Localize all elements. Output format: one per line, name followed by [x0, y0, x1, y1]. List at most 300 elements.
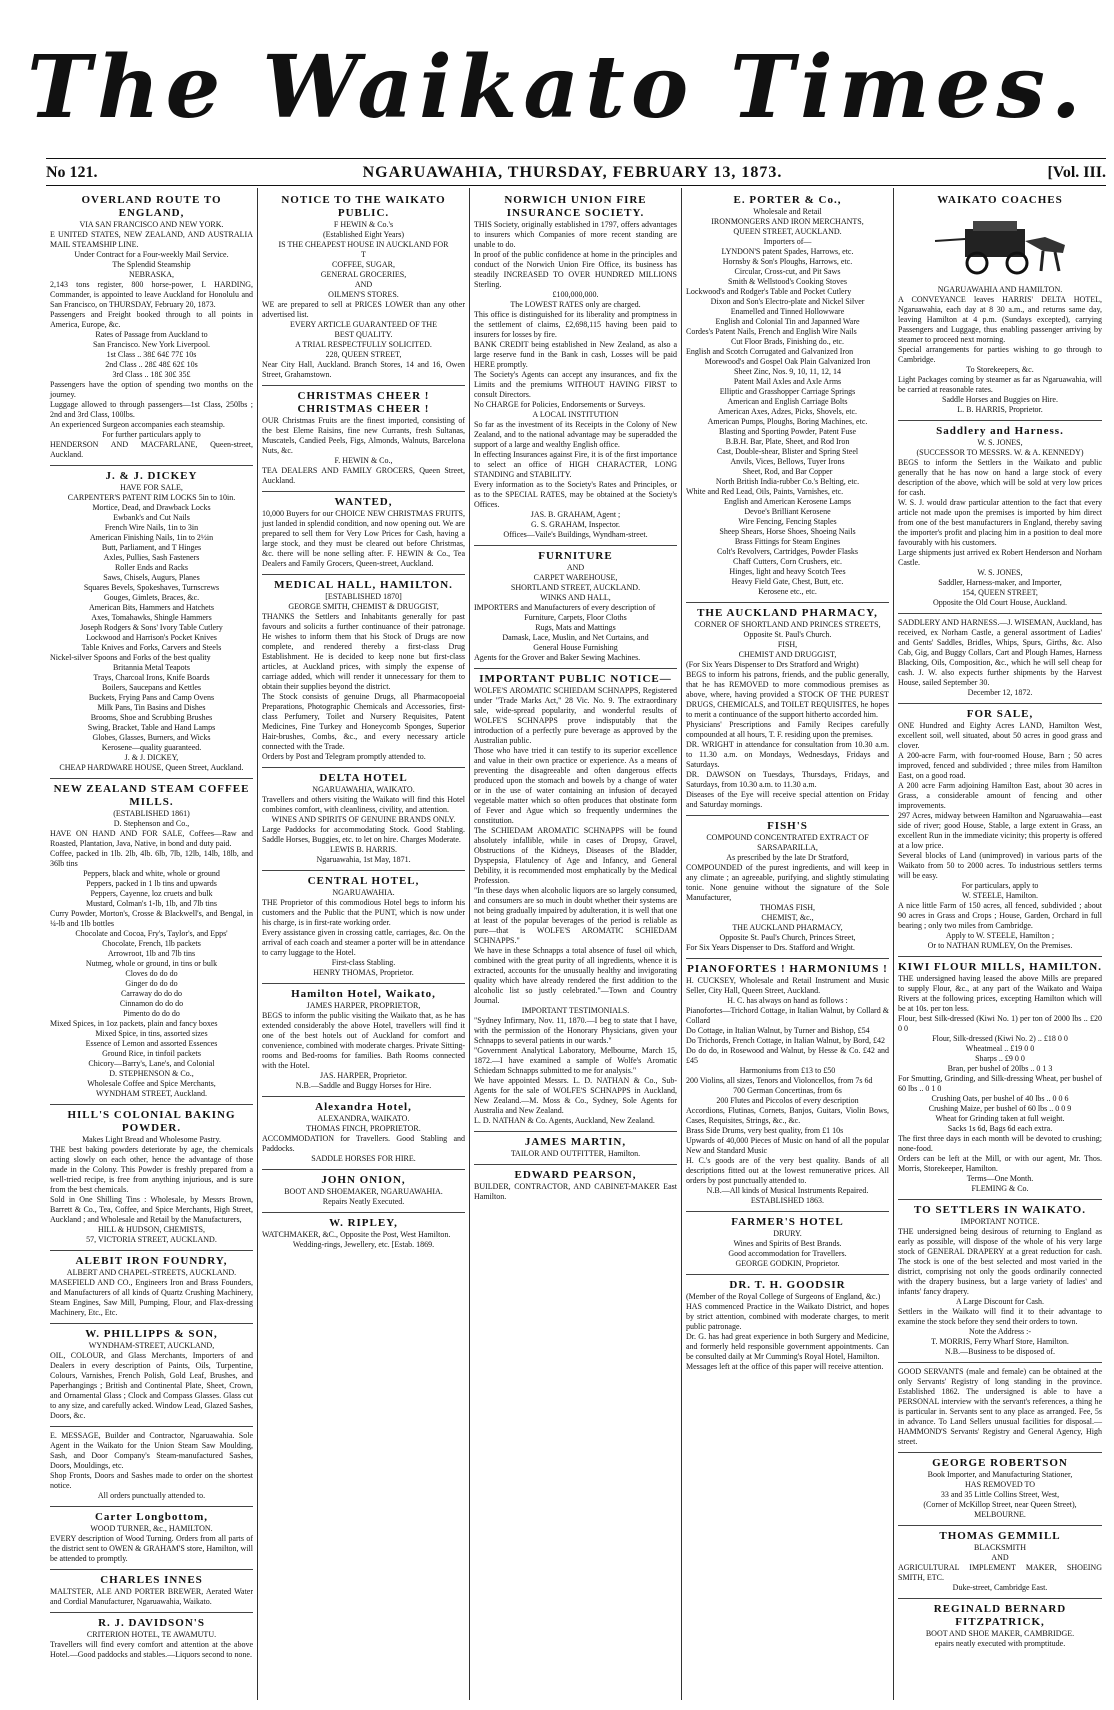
advertisement-line: GEORGE SMITH, CHEMIST & DRUGGIST,	[288, 602, 439, 611]
advertisement	[262, 575, 465, 768]
advertisement-line: The LOWEST RATES only are charged.	[510, 300, 641, 309]
advertisement-line: Settlers in the Waikato will find it to their advantage to examine the stock before they send their orders to town.	[898, 1307, 1102, 1326]
advertisement-line: San Francisco. New York Liverpool.	[92, 340, 211, 349]
advertisement-line: (ESTABLISHED 1861)	[113, 809, 190, 818]
advertisement-line: Table Knives and Forks, Carvers and Steels	[81, 643, 222, 652]
advertisement-line: HAS commenced Practice in the Waikato District, and hopes by strict attention, combined with moderate charges, to merit public patronage.	[686, 1302, 889, 1331]
advertisement-line: Chocolate, French, 1lb packets	[102, 939, 201, 948]
advertisement-line: N.B.—All kinds of Musical Instruments Repaired.	[706, 1186, 869, 1195]
advertisement-line: WYNDHAM STREET, Auckland.	[96, 1089, 207, 1098]
advertisement-title: Carter Longbottom,	[94, 1511, 209, 1523]
advertisement-line: "Government Analytical Laboratory, Melbourne, March 15, 1872.—I have examined a sample of Wolfe's Aromatic Schiedam Schnapps submitted to me for analysis."	[474, 1046, 677, 1075]
advertisement-line: Wedding-rings, Jewellery, etc. [Estab. 1869.	[292, 1240, 435, 1249]
advertisement-line: Rates of Passage from Auckland to	[95, 330, 208, 339]
advertisement-line: Kerosene etc., etc.	[758, 587, 817, 596]
advertisement-line: Furniture, Carpets, Floor Cloths	[524, 613, 627, 622]
advertisement-line: HAS REMOVED TO	[965, 1480, 1035, 1489]
advertisement-line: Hornsby & Son's Ploughs, Harrows, etc.	[722, 257, 853, 266]
advertisement-line: In effecting Insurances against Fire, it is of the first importance to select an office of HIGH CHARACTER, LONG STANDING and STABILITY.	[474, 450, 677, 479]
advertisement-line: Shop Fronts, Doors and Sashes made to order on the shortest notice.	[50, 1471, 253, 1490]
advertisement-line: HENRY THOMAS, Proprietor.	[313, 968, 414, 977]
advertisement-line: D. STEPHENSON & Co.,	[109, 1069, 194, 1078]
advertisement	[474, 190, 677, 546]
advertisement-line: VIA SAN FRANCISCO AND NEW YORK.	[79, 220, 224, 229]
advertisement-line: SADDLERY AND HARNESS.—J. WISEMAN, Auckland, has received, ex Norham Castle, a general assortment of Ladies' and Gents' Saddles, Bridles, Whips, Spurs, Girths, &c. Also Cab, Gig, and Buggy Collars, Cart and Plough Hames, Harness Blacking, Oils, Composition, &c., which he will sell cheap for cash. J. W. also expects further shipments by the Harvest House, sailed September 30.	[898, 618, 1102, 687]
advertisement-line: DRURY.	[773, 1229, 802, 1238]
advertisement-line: Peppers, Cayenne, loz cruets and bulk	[90, 889, 213, 898]
advertisement-line: Terms—One Month.	[966, 1174, 1034, 1183]
advertisement-line: Hinges, light and heavy Scotch Tees	[729, 567, 846, 576]
advertisement-line: THIS Society, originally established in 1797, offers advantages to insurers which Companies of more recent standing are unable to do.	[474, 220, 677, 249]
advertisement-title: WAIKATO COACHES	[937, 194, 1063, 206]
advertisement-line: Orders by Post and Telegram promptly attended to.	[262, 752, 426, 761]
advertisement	[262, 190, 465, 386]
advertisement-line: £100,000,000.	[552, 290, 599, 299]
advertisement-line: Dr. G. has had great experience in both Surgery and Medicine, and formerly held responsible government appointments. Can be consulted daily at Mr Cumming's Royal Hotel, Hamilton.	[686, 1332, 889, 1361]
advertisement-line: This office is distinguished for its liberality and promptness in the settlement of claims, £2,698,115 having been paid to insurers for losses by fire.	[474, 310, 677, 339]
advertisement-line: Pimento do do do	[123, 1009, 180, 1018]
advertisement-line: Sheet, Rod, and Bar Copper	[742, 467, 833, 476]
advertisement-line: For particulars, apply to	[961, 881, 1039, 890]
advertisement-line: W. STEELE, Hamilton.	[962, 891, 1038, 900]
advertisement-line: Colt's Revolvers, Cartridges, Powder Flasks	[717, 547, 858, 556]
advertisement-title: KIWI FLOUR MILLS, HAMILTON.	[898, 961, 1102, 973]
advertisement-line: Apply to W. STEELE, Hamilton ;	[945, 931, 1055, 940]
advertisement-line: As prescribed by the late Dr Stratford,	[726, 853, 849, 862]
advertisement-line: Chocolate and Cocoa, Fry's, Taylor's, and Epps'	[75, 929, 228, 938]
advertisement-title: WANTED,	[334, 496, 393, 508]
advertisement-line: Bran, per bushel of 20lbs .. 0 1 3	[947, 1064, 1053, 1073]
advertisement-title: OVERLAND ROUTE TO ENGLAND,	[81, 194, 222, 219]
advertisement-line: WYNDHAM-STREET, AUCKLAND,	[88, 1341, 215, 1350]
advertisement-line: Swing, Bracket, Table and Hand Lamps	[87, 723, 216, 732]
advertisement-line: Butt, Parliament, and T Hinges	[101, 543, 202, 552]
advertisement-line: For Six Years Dispenser to Drs. Stafford and Wright.	[686, 943, 855, 952]
advertisement-line: The Society's Agents can accept any insurances, and fix the Limits and the premiums WITHOUT HAVING FIRST to consult Directors.	[474, 370, 677, 399]
advertisement-line: Do Trichords, French Cottage, in Italian Walnut, by Bord, £42	[686, 1036, 885, 1045]
advertisement-line: WE are prepared to sell at PRICES LOWER than any other advertised list.	[262, 300, 465, 319]
advertisement-line: Sheep Shears, Horse Shoes, Shoeing Nails	[719, 527, 856, 536]
advertisement-line: THE undersigned being desirous of returning to England as early as possible, will dispose of the whole of his very large stock of GENERAL DRAPERY at a great reduction for cash. The stock is one of the best selected and most varied in the district, comprising not only the goods ordinarily connected with the drapery business, but a large variety of ladies' and infants' fancy drapery.	[898, 1227, 1102, 1296]
advertisement-line: Arrowroot, 1lb and 7lb tins	[107, 949, 196, 958]
advertisement-line: IS THE CHEAPEST HOUSE IN AUCKLAND FOR	[278, 240, 449, 249]
advertisement-line: Crushing Maize, per bushel of 60 lbs .. 0 0 9	[928, 1104, 1072, 1113]
advertisement	[686, 1212, 889, 1275]
advertisement-line: AGRICULTURAL IMPLEMENT MAKER, SHOEING SMITH, ETC.	[898, 1563, 1102, 1582]
advertisement-line: OIL, COLOUR, and Glass Merchants, Importers of and Dealers in every description of Paints, Oils, Turpentine, Colours, Varnishes, French Polish, Gold Leaf, Brushes, and Paperhangings ; British and Continental Plate, Sheet, Crown, and Ornamental Glass ; Clock and Compass Glasses. Glass cut to any size, and carefully acked. Window Lead, Glazed Sashes, Doors, &c.	[50, 1351, 253, 1420]
advertisement-line: 3rd Class .. 18£ 30£ 35£	[112, 370, 191, 379]
advertisement-title: THE AUCKLAND PHARMACY,	[697, 607, 878, 619]
advertisement	[898, 957, 1102, 1200]
advertisement	[262, 984, 465, 1097]
advertisement	[262, 1170, 465, 1213]
advertisement-line: W. S. J. would draw particular attention to the fact that every article not made upon the premises is imported by him direct from one of the best manufacturers in England, thereby saving the importer's profit and placing him in a position to deal more favourably with his customers.	[898, 498, 1102, 547]
advertisement-line: J. & J. DICKEY,	[124, 753, 179, 762]
advertisement-line: "In these days when alcoholic liquors are so largely consumed, and consumers are so much in doubt whether their systems are not being gradually impaired by adulteration, it is well that one at least of the popular beverages of the period is reliable as pure—that is WOLFE'S AROMATIC SCHIEDAM SCHNAPPS."	[474, 886, 677, 945]
advertisement	[474, 669, 677, 1132]
advertisement-line: Those who have tried it can testify to its superior excellence and value in their own practice or experience. As a means of preventing the disagreeable and often dangerous effects produced upon the stomach and bowels by a change of water or in the use of water containing an infusion of decayed vegetable matter which so often produces that obstinate form of Fever and Ague which so frequently undermines the constitution.	[474, 746, 677, 825]
column-5	[894, 188, 1106, 1700]
advertisement-title: EDWARD PEARSON,	[514, 1169, 637, 1181]
advertisement-line: Peppers, packed in 1 lb tins and upwards	[86, 879, 217, 888]
advertisement-line: The Stock consists of genuine Drugs, all Pharmacopoeial Preparations, Photographic Chemicals and Accessories, first-class Perfumery, Toilet and Nursery Requisites, Patent Medicines, Fine Turkey and Honeycomb Sponges, Superior Hair-brushes, Combs, &c., and every necessary article connected with the Trade.	[262, 692, 465, 751]
advertisement-line: HILL & HUDSON, CHEMISTS,	[97, 1225, 206, 1234]
advertisement-line: SADDLE HORSES FOR HIRE.	[311, 1154, 416, 1163]
dateline	[46, 162, 1106, 184]
advertisement	[898, 614, 1102, 704]
advertisement	[50, 466, 253, 779]
advertisement-line: NGARUAWAHIA AND HAMILTON.	[937, 285, 1063, 294]
advertisement	[50, 779, 253, 1105]
masthead-rule-top	[46, 158, 1106, 159]
advertisement-line: THANKS the Settlers and Inhabitants generally for past favours and solicits a further continuance of their patronage. He wishes to inform them that his Stock of Drugs are now complete, and rendered thereby a first-class Drug Establishment. He is decided to keep none but first-class articles, at Auckland prices, with simply the expense of carriage added, which will render it unnecessary for them to obtain their supplies beyond the district.	[262, 612, 465, 691]
advertisement	[50, 1613, 253, 1665]
advertisement	[898, 190, 1102, 421]
advertisement-line: Orders can be left at the Mill, or with our agent, Mr. Thos. Morris, Storekeeper, Hamilton.	[898, 1154, 1102, 1173]
advertisement-line: Diseases of the Eye will receive special attention on Friday and Saturday mornings.	[686, 790, 889, 809]
advertisement-title: MEDICAL HALL, HAMILTON.	[274, 579, 453, 591]
advertisement-line: (Corner of McKillop Street, near Queen Street),	[923, 1500, 1077, 1509]
advertisement-line: Opposite St. Paul's Church.	[743, 630, 832, 639]
advertisement-line: L. B. HARRIS, Proprietor.	[957, 405, 1043, 414]
advertisement-title: CHARLES INNES	[100, 1574, 203, 1586]
advertisement-line: THE undersigned having leased the above Mills are prepared to supply Flour, &c., at any part of the Waikato and Waipa Rivers at the following prices, excepting Hamilton which will be at 10s. per ton less.	[898, 974, 1102, 1013]
advertisement-line: 228, QUEEN STREET,	[325, 350, 402, 359]
advertisement	[50, 1507, 253, 1570]
advertisement-line: BEGS to inform the public visiting the Waikato that, as he has extended considerably the above Hotel, travellers will find it one of the best hotels out of Auckland for comfort and convenience, combined with moderate charges. Private Sitting-rooms and Bed-rooms for families. Bath Rooms connected with the Hotel.	[262, 1011, 465, 1070]
advertisement-line: BLACKSMITH	[973, 1543, 1026, 1552]
advertisement-line: Lockwood's and Rodger's Table and Pocket Cutlery	[686, 287, 852, 296]
advertisement-line: Several blocks of Land (unimproved) in various parts of the Waikato from 50 to 2000 acres. To industrious settlers terms will be easy.	[898, 851, 1102, 880]
advertisement	[474, 1132, 677, 1165]
advertisement-line: (Established Eight Years)	[322, 230, 405, 239]
advertisement-line: Buckets, Frying Pans and Camp Ovens	[88, 693, 215, 702]
advertisement-line: Do Cottage, in Italian Walnut, by Turner and Bishop, £54	[686, 1026, 870, 1035]
advertisement-title: DR. T. H. GOODSIR	[729, 1279, 846, 1291]
advertisement-line: W. S. JONES,	[977, 568, 1023, 577]
advertisement-line: Cut Floor Brads, Finishing do., etc.	[730, 337, 845, 346]
advertisement-line: B.B.H. Bar, Plate, Sheet, and Rod Iron	[725, 437, 850, 446]
advertisement-title: Alexandra Hotel,	[315, 1101, 412, 1113]
advertisement	[262, 492, 465, 575]
advertisement-line: Ginger do do do	[125, 979, 178, 988]
advertisement-line: Brass Fittings for Steam Engines	[734, 537, 841, 546]
advertisement-columns	[46, 188, 1106, 1700]
advertisement-line: Book Importer, and Manufacturing Stationer,	[927, 1470, 1073, 1479]
advertisement-line: Agents for the Grover and Baker Sewing Machines.	[474, 653, 641, 662]
advertisement-line: In proof of the public confidence at home in the principles and conduct of the Norwich Union Fire Office, its business has steadily INCREASED TO OVER HUNDRED MILLIONS Sterling.	[474, 250, 677, 289]
advertisement-line: American Axes, Adzes, Picks, Shovels, etc.	[717, 407, 858, 416]
advertisement-line: For further particulars apply to	[102, 430, 201, 439]
advertisement-line: Nickel-silver Spoons and Forks of the best quality	[50, 653, 211, 662]
advertisement-line: Chaff Cutters, Corn Crushers, etc.	[733, 557, 842, 566]
advertisement-line: Flour, Silk-dressed (Kiwi No. 2) .. £18 0 0	[932, 1034, 1068, 1043]
advertisement-line: JAMES HARPER, PROPRIETOR,	[306, 1001, 421, 1010]
advertisement-line: WINKS AND HALL,	[540, 593, 611, 602]
advertisement-line: TAILOR AND OUTFITTER, Hamilton.	[510, 1149, 641, 1158]
advertisement	[898, 1453, 1102, 1526]
advertisement-line: Luggage allowed to through passengers—1st Class, 250lbs ; 2nd and 3rd Class, 100lbs.	[50, 400, 253, 419]
advertisement-line: Axles, Pullies, Sash Fasteners	[103, 553, 200, 562]
newspaper-title: The Waikato Times.	[27, 37, 1087, 138]
advertisement-line: Cast, Double-shear, Blister and Spring Steel	[716, 447, 859, 456]
advertisement-line: Pianofortes—Trichord Cottage, in Italian Walnut, by Collard & Collard	[686, 1006, 889, 1025]
advertisement-line: Dixon and Son's Electro-plate and Nickel Silver	[710, 297, 865, 306]
advertisement-title: REGINALD BERNARD FITZPATRICK,	[933, 1603, 1067, 1628]
advertisement-line: Cloves do do do	[125, 969, 178, 978]
advertisement-title: JOHN ONION,	[321, 1174, 406, 1186]
advertisement-line: Opposite St. Paul's Church, Princes Street,	[719, 933, 856, 942]
advertisement-line: General House Furnishing	[533, 643, 618, 652]
advertisement-line: Lockwood and Harrison's Pocket Knives	[86, 633, 217, 642]
advertisement-line: A TRIAL RESPECTFULLY SOLICITED.	[295, 340, 432, 349]
advertisement-line: Large Paddocks for accommodating Stock. Good Stabling. Saddle Horses, Buggies, etc. to let on hire. Charges Moderate.	[262, 825, 465, 844]
advertisement-line: GENERAL GROCERIES,	[320, 270, 407, 279]
advertisement-line: Chicory—Barry's, Lane's, and Colonial	[88, 1059, 215, 1068]
advertisement	[686, 816, 889, 959]
advertisement-line: Peppers, black and white, whole or ground	[83, 869, 220, 878]
advertisement-line: AND	[991, 1553, 1009, 1562]
advertisement-line: American and English Carriage Bolts	[727, 397, 848, 406]
advertisement-line: CHEMIST, &c.,	[761, 913, 814, 922]
advertisement-line: No CHARGE for Policies, Endorsements or Surveys.	[474, 400, 646, 409]
advertisement-line: Britannia Metal Teapots	[112, 663, 191, 672]
advertisement-title: Saddlery and Harness.	[936, 425, 1064, 437]
advertisement-line: Carraway do do do	[120, 989, 183, 998]
advertisement-line: ALBERT AND CHAPEL-STREETS, AUCKLAND.	[66, 1268, 237, 1277]
advertisement-line: So far as the investment of its Receipts in the Colony of New Zealand, and to the national advantage may be superadded the support of a large and wealthy English office.	[474, 420, 677, 449]
advertisement-line: Curry Powder, Morton's, Crosse & Blackwell's, and Bengal, in ¼-lb and 1lb bottles	[50, 909, 253, 928]
advertisement-line: Squares Bevels, Spokeshaves, Turnscrews	[83, 583, 220, 592]
advertisement-title: E. PORTER & Co.,	[733, 194, 842, 206]
advertisement-line: W. S. JONES,	[977, 438, 1023, 447]
advertisement-line: Ground Rice, in tinfoil packets	[102, 1049, 201, 1058]
advertisement-line: Patent Mail Axles and Axle Arms	[733, 377, 842, 386]
advertisement-line: Axes, Tomahawks, Shingle Hammers	[91, 613, 212, 622]
advertisement-line: Wholesale and Retail	[753, 207, 822, 216]
advertisement-line: First-class Stabling.	[331, 958, 396, 967]
advertisement-line: COMPOUNDED of the purest ingredients, and will keep in any climate ; an agreeable, purifying, and slightly stimulating tonic. None genuine without the signature of the Sole Manufacturer,	[686, 863, 889, 902]
advertisement-line: N.B.—Business to be disposed of.	[945, 1347, 1055, 1356]
advertisement-line: JAS. B. GRAHAM, Agent ;	[530, 510, 621, 519]
advertisement-line: We have in these Schnapps a total absence of fusel oil which, combined with the great purity of all ingredients, whence it is extracted, accounts for the unusually healthy and invigorating quality which have already rendered the first addition to the alcoholic list so justly celebrated."—Town and Country Journal.	[474, 946, 677, 1005]
advertisement-line: Devoe's Brilliant Kerosene	[744, 507, 831, 516]
advertisement-line: E. MESSAGE, Builder and Contractor, Ngaruawahia. Sole Agent in the Waikato for the Union Steam Saw Moulding, Sash, and Door Company's Steam-manufactured Sashes, Doors, Mouldings, etc.	[50, 1431, 253, 1470]
advertisement-line: Globes, Glasses, Burners, and Wicks	[92, 733, 211, 742]
advertisement-line: THOMAS FISH,	[759, 903, 816, 912]
advertisement-line: 1st Class .. 38£ 64£ 77£ 10s	[106, 350, 197, 359]
advertisement-title: DELTA HOTEL	[319, 772, 408, 784]
advertisement-line: December 12, 1872.	[967, 688, 1033, 697]
issue-number: No 121.	[46, 164, 98, 181]
advertisement-line: Harmoniums from £13 to £50	[739, 1066, 836, 1075]
advertisement-line: 154, QUEEN STREET,	[962, 588, 1038, 597]
advertisement-title: THOMAS GEMMILL	[939, 1530, 1061, 1542]
advertisement-line: NGARUAWAHIA, WAIKATO.	[312, 785, 415, 794]
advertisement-title: JAMES MARTIN,	[524, 1136, 627, 1148]
advertisement-line: Elliptic and Grasshopper Carriage Springs	[719, 387, 856, 396]
advertisement-line: The first three days in each month will be devoted to crushing; none-food.	[898, 1134, 1102, 1153]
masthead	[0, 0, 1114, 160]
advertisement-title: Hamilton Hotel, Waikato,	[291, 988, 436, 1000]
advertisement-line: Mustard, Colman's 1-lb, 1lb, and 7lb tins	[86, 899, 217, 908]
advertisement-line: QUEEN STREET, AUCKLAND.	[733, 227, 842, 236]
advertisement-line: Ngaruawahia, 1st May, 1871.	[316, 855, 411, 864]
advertisement	[50, 1105, 253, 1251]
advertisement-line: THE AUCKLAND PHARMACY,	[732, 923, 843, 932]
advertisement-line: Boilers, Saucepans and Kettles	[101, 683, 202, 692]
advertisement-line: 200 Violins, all sizes, Tenors and Violoncellos, from 7s 6d	[686, 1076, 873, 1085]
advertisement-line: ONE Hundred and Eighty Acres LAND, Hamilton West, excellent soil, well situated, about 50 acres in good grass and clover.	[898, 721, 1102, 750]
advertisement-title: FURNITURE	[538, 550, 613, 562]
advertisement	[686, 959, 889, 1212]
advertisement-line: CHEMIST AND DRUGGIST,	[738, 650, 837, 659]
advertisement-line: MALTSTER, ALE AND PORTER BREWER, Aerated Water and Cordial Manufacturer, Ngaruawahia, Waikato.	[50, 1587, 253, 1606]
advertisement-title: FARMER'S HOTEL	[731, 1216, 844, 1228]
advertisement-line: A 200-acre Farm, with four-roomed House, Barn ; 50 acres improved, fenced and subdivided ; three miles from Hamilton East, on a good road.	[898, 751, 1102, 780]
advertisement	[686, 190, 889, 603]
advertisement-line: SHORTLAND STREET, AUCKLAND.	[510, 583, 641, 592]
advertisement-line: Mixed Spice, in tins, assorted sizes	[95, 1029, 208, 1038]
advertisement-line: Light Packages coming by steamer as far as Ngaruawahia, will be carried at reasonable rates.	[898, 375, 1102, 394]
advertisement-line: Special arrangements for parties wishing to go through to Cambridge.	[898, 345, 1102, 364]
advertisement-line: BOOT AND SHOEMAKER, NGARUAWAHIA.	[284, 1187, 443, 1196]
advertisement-line: Heavy Field Gate, Chest, Butt, etc.	[731, 577, 844, 586]
advertisement-line: Passengers have the option of spending two months on the journey.	[50, 380, 253, 399]
advertisement-line: IRONMONGERS AND IRON MERCHANTS,	[711, 217, 864, 226]
advertisement-line: Damask, Lace, Muslin, and Net Curtains, and	[502, 633, 649, 642]
advertisement-line: Brooms, Shoe and Scrubbing Brushes	[90, 713, 213, 722]
advertisement-line: ESTABLISHED 1863.	[750, 1196, 825, 1205]
advertisement-line: Rugs, Mats and Mattings	[535, 623, 616, 632]
advertisement-line: Mortice, Dead, and Drawback Locks	[92, 503, 211, 512]
advertisement-title: NOTICE TO THE WAIKATO PUBLIC.	[281, 194, 446, 219]
advertisement-line: English and American Kerosene Lamps	[723, 497, 852, 506]
advertisement-line: BANK CREDIT being established in New Zealand, as also a large reserve fund in the Bank in cash, Losses will be paid HERE promptly.	[474, 340, 677, 369]
advertisement-line: L. D. NATHAN & Co. Agents, Auckland, New Zealand.	[474, 1116, 655, 1125]
advertisement-title: ALEBIT IRON FOUNDRY,	[75, 1255, 228, 1267]
advertisement-title: HILL'S COLONIAL BAKING POWDER.	[67, 1109, 236, 1134]
advertisement-line: American Finishing Nails, 1in to 2½in	[89, 533, 214, 542]
advertisement-line: N.B.—Saddle and Buggy Horses for Hire.	[295, 1081, 432, 1090]
advertisement	[898, 1363, 1102, 1453]
advertisement-line: IMPORTANT TESTIMONIALS.	[521, 1006, 630, 1015]
advertisement-line: Crushing Oats, per bushel of 40 lbs .. 0 0 6	[931, 1094, 1069, 1103]
advertisement-line: Or to NATHAN RUMLEY, On the Premises.	[927, 941, 1073, 950]
advertisement-line: Sharps .. £9 0 0	[975, 1054, 1025, 1063]
advertisement	[262, 386, 465, 492]
advertisement-line: Repairs Neatly Executed.	[322, 1197, 405, 1206]
advertisement-line: TEA DEALERS AND FAMILY GROCERS, Queen Street, Auckland.	[262, 466, 465, 485]
advertisement-line: Joseph Rodgers & Sons' Ivory Table Cutlery	[80, 623, 223, 632]
advertisement-line: 297 Acres, midway between Hamilton and Ngaruawahia—east side of river; good House, Stable, a large extent in Grass, an excellent Run in the immediate vicinity; this property is offered at a low price.	[898, 811, 1102, 850]
advertisement-line: 700 German Concertinas, from 6s	[733, 1086, 842, 1095]
advertisement	[898, 421, 1102, 614]
advertisement-line: Cordes's Patent Nails, French and English Wire Nails	[686, 327, 857, 336]
advertisement-line: IMPORTANT NOTICE.	[960, 1217, 1040, 1226]
advertisement-line: GEORGE GODKIN, Proprietor.	[735, 1259, 840, 1268]
advertisement-line: Travellers will find every comfort and attention at the above Hotel.—Good paddocks and stables.—Liquors second to none.	[50, 1640, 253, 1659]
advertisement-line: OILMEN'S STORES.	[328, 290, 399, 299]
advertisement-line: BEGS to inform the Settlers in the Waikato and public generally that he has now on hand a large stock of every description of the above, which will be sold at very low prices for cash.	[898, 458, 1102, 497]
advertisement-title: W. PHILLIPPS & SON,	[85, 1328, 218, 1340]
advertisement-line: Physicians' Prescriptions and Family Recipes carefully compounded at all hours, T. F. residing upon the premises.	[686, 720, 889, 739]
advertisement-line: CARPENTER'S PATENT RIM LOCKS 5in to 10in.	[67, 493, 236, 502]
advertisement-line: 2nd Class .. 28£ 48£ 62£ 10s	[105, 360, 198, 369]
advertisement-title: CENTRAL HOTEL,	[307, 875, 420, 887]
advertisement-line: Passengers and Freight booked through to all points in America, Europe, &c.	[50, 310, 253, 329]
advertisement-title: FOR SALE,	[966, 708, 1034, 720]
place-date: NGARUAWAHIA, THURSDAY, FEBRUARY 13, 1873.	[362, 164, 783, 181]
coach-illustration	[898, 207, 1102, 285]
advertisement-line: A LOCAL INSTITUTION	[532, 410, 619, 419]
advertisement-line: EVERY description of Wood Turning. Orders from all parts of the district sent to OWEN & GRAHAM'S store, Hamilton, will be attended to promptly.	[50, 1534, 253, 1563]
advertisement-line: COMPOUND CONCENTRATED EXTRACT OF SARSAPARILLA,	[706, 833, 869, 852]
advertisement-line: For Smutting, Grinding, and Silk-dressing Wheat, per bushel of 60 lbs .. 0 1 0	[898, 1074, 1102, 1093]
advertisement-title: TO SETTLERS IN WAIKATO.	[914, 1204, 1086, 1216]
advertisement	[898, 1526, 1102, 1599]
advertisement-line: EVERY ARTICLE GUARANTEED OF THE	[289, 320, 438, 329]
advertisement-line: FLEMING & Co.	[971, 1184, 1029, 1193]
advertisement-line: English and Scotch Corrugated and Galvanized Iron	[686, 347, 854, 356]
volume-number: [Vol. III.	[1047, 164, 1106, 181]
advertisement	[50, 1251, 253, 1324]
advertisement-line: BEST QUALITY.	[334, 330, 393, 339]
advertisement-line: Sold in One Shilling Tins : Wholesale, by Messrs Brown, Barrett & Co., Tea, Coffee, and Spice Merchants, High Street, Auckland ; and Wholesale and Retail by the Manufacturers,	[50, 1195, 253, 1224]
advertisement	[474, 546, 677, 669]
advertisement-line: (For Six Years Dispenser to Drs Stratford and Wright)	[686, 660, 859, 669]
advertisement-line: G. S. GRAHAM, Inspector.	[530, 520, 621, 529]
advertisement-line: DR. DAWSON on Tuesdays, Thursdays, Fridays, and Saturdays, from 10.30 a.m. to 11.30 a.m.	[686, 770, 889, 789]
advertisement-line: NGARUAWAHIA.	[332, 888, 395, 897]
advertisement-line: Offices—Vaile's Buildings, Wyndham-street.	[503, 530, 648, 539]
advertisement-line: Smith & Wellstood's Cooking Stoves	[728, 277, 847, 286]
advertisement-line: H. CUCKSEY, Wholesale and Retail Instrument and Music Seller, City Hall, Queen Street, Auckland.	[686, 976, 889, 995]
advertisement-line: THE Proprietor of this commodious Hotel begs to inform his customers and the Public that the PUNT, which is now under his charge, is in first-rate working order.	[262, 898, 465, 927]
advertisement-line: WATCHMAKER, &C., Opposite the Post, West Hamilton.	[262, 1230, 451, 1239]
advertisement-line: CRITERION HOTEL, TE AWAMUTU.	[86, 1630, 217, 1639]
advertisement-line: WINES AND SPIRITS OF GENUINE BRANDS ONLY.	[271, 815, 456, 824]
advertisement-line: Accordions, Flutinas, Cornets, Banjos, Guitars, Violin Bows, Cases, Requisites, Strings, &c., &c.	[686, 1106, 889, 1125]
advertisement-line: Flour, best Silk-dressed (Kiwi No. 1) per ton of 2000 lbs .. £20 0 0	[898, 1014, 1102, 1033]
advertisement-line: Cinnamon do do do	[119, 999, 184, 1008]
advertisement-line: All orders punctually attended to.	[97, 1491, 206, 1500]
advertisement-line: Wheat for Grinding taken at full weight.	[935, 1114, 1065, 1123]
advertisement-line: Roller Ends and Racks	[114, 563, 189, 572]
advertisement-line: Large shipments just arrived ex Robert Henderson and Norham Castle.	[898, 548, 1102, 567]
advertisement-line: Makes Light Bread and Wholesome Pastry.	[82, 1135, 221, 1144]
advertisement	[686, 1275, 889, 1377]
advertisement-title: R. J. DAVIDSON'S	[98, 1617, 205, 1629]
advertisement-line: Sheet Zinc, Nos. 9, 10, 11, 12, 14	[733, 367, 842, 376]
advertisement-line: THE best baking powders deteriorate by age, the chemicals acting slowly on each other, hence the advantage of those made in the Colony. This Powder is freshly prepared from a well-tried recipe, is free from anything injurious, and is sure from the best chemicals.	[50, 1145, 253, 1194]
advertisement-line: ACCOMMODATION for Travellers. Good Stabling and Paddocks.	[262, 1134, 465, 1153]
advertisement-line: We have appointed Messrs. L. D. NATHAN & Co., Sub-Agents for the sale of WOLFE'S SCHNAPPS in Auckland, New Zealand.—M. Moss & Co., Sydney, Sole Agents for Australia and New Zealand.	[474, 1076, 677, 1115]
advertisement-line: Brass Side Drums, very best quality, from £1 10s	[686, 1126, 844, 1135]
advertisement	[474, 1165, 677, 1207]
advertisement-line: CHEAP HARDWARE HOUSE, Queen Street, Auckland.	[59, 763, 244, 772]
advertisement-line: Importers of—	[763, 237, 812, 246]
advertisement-line: WOLFE'S AROMATIC SCHIEDAM SCHNAPPS, Registered under "Trade Marks Act," 28 Vic. No. 9. The extraordinary sale, wide-spread popularity, and wonderful results of WOLFE'S SCHNAPPS prove indisputably that the introduction of a perfectly pure beverage as approved by the Australian public.	[474, 686, 677, 745]
advertisement-line: White and Red Lead, Oils, Paints, Varnishes, etc.	[686, 487, 844, 496]
advertisement	[50, 1570, 253, 1613]
advertisement	[262, 1213, 465, 1255]
advertisement-line: A nice little Farm of 150 acres, all fenced, subdivided ; about 90 acres in Grass and Crops ; House, Garden, Orchard in full bearing ; only two miles from Cambridge.	[898, 901, 1102, 930]
advertisement-line: COFFEE, SUGAR,	[332, 260, 395, 269]
advertisement-line: 2,143 tons register, 800 horse-power, I. HARDING, Commander, is appointed to leave Auckland for Honolulu and San Francisco, on THURSDAY, February 20, 1873.	[50, 280, 253, 309]
dateline-rule	[46, 185, 1106, 186]
advertisement-line: AND	[566, 563, 585, 572]
